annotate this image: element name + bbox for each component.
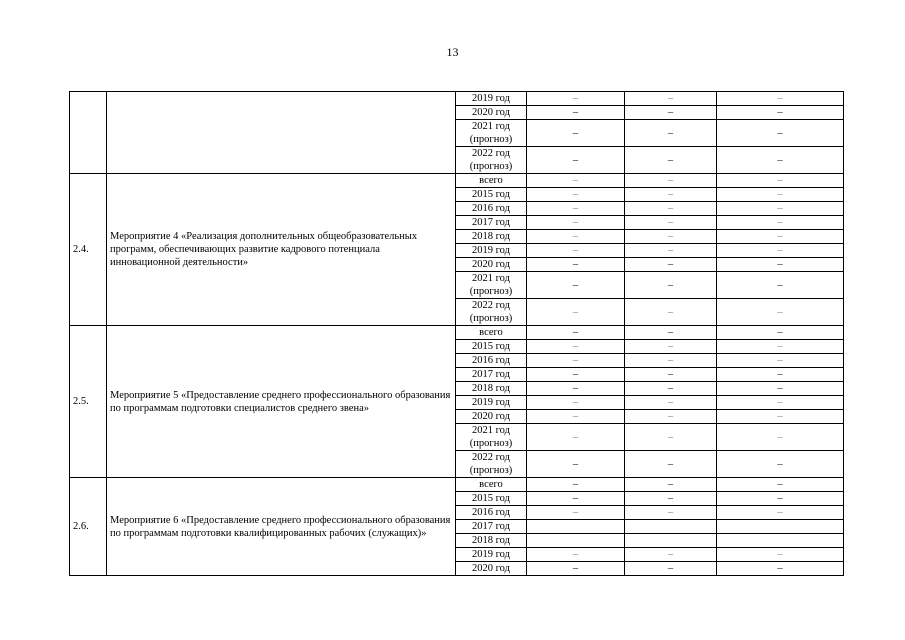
value-cell: – [717, 230, 844, 244]
value-cell [717, 520, 844, 534]
year-cell: всего [456, 174, 527, 188]
value-cell: – [527, 299, 625, 326]
value-cell: – [717, 382, 844, 396]
table-row [70, 174, 844, 188]
value-cell: – [717, 492, 844, 506]
year-cell: 2021 год (прогноз) [456, 272, 527, 299]
year-cell: 2020 год [456, 410, 527, 424]
value-cell [527, 520, 625, 534]
value-cell: – [717, 202, 844, 216]
value-cell: – [717, 299, 844, 326]
year-cell: 2020 год [456, 258, 527, 272]
value-cell: – [717, 147, 844, 174]
funding-table [69, 91, 844, 576]
value-cell: – [527, 120, 625, 147]
value-cell: – [717, 410, 844, 424]
value-cell: – [625, 120, 717, 147]
value-cell: – [717, 506, 844, 520]
year-cell: 2020 год [456, 106, 527, 120]
year-cell: 2019 год [456, 92, 527, 106]
value-cell: – [527, 326, 625, 340]
year-cell: 2020 год [456, 562, 527, 576]
value-cell: – [625, 272, 717, 299]
year-cell: 2021 год (прогноз) [456, 424, 527, 451]
year-cell: 2015 год [456, 188, 527, 202]
section-number [70, 92, 107, 174]
value-cell: – [625, 451, 717, 478]
value-cell: – [625, 354, 717, 368]
value-cell: – [625, 410, 717, 424]
value-cell: – [527, 244, 625, 258]
year-cell: 2017 год [456, 216, 527, 230]
year-cell: 2017 год [456, 520, 527, 534]
value-cell: – [717, 396, 844, 410]
table-row [70, 478, 844, 492]
value-cell: – [527, 92, 625, 106]
value-cell: – [527, 478, 625, 492]
year-cell: 2019 год [456, 548, 527, 562]
year-cell: 2022 год (прогноз) [456, 299, 527, 326]
year-cell: всего [456, 478, 527, 492]
value-cell: – [527, 548, 625, 562]
value-cell: – [625, 147, 717, 174]
value-cell: – [717, 106, 844, 120]
value-cell [717, 534, 844, 548]
value-cell [625, 534, 717, 548]
value-cell: – [717, 120, 844, 147]
value-cell: – [527, 216, 625, 230]
value-cell: – [625, 299, 717, 326]
value-cell: – [625, 478, 717, 492]
value-cell: – [527, 230, 625, 244]
value-cell: – [527, 424, 625, 451]
year-cell: 2022 год (прогноз) [456, 451, 527, 478]
year-cell: 2022 год (прогноз) [456, 147, 527, 174]
value-cell: – [527, 368, 625, 382]
value-cell: – [717, 258, 844, 272]
value-cell: – [717, 354, 844, 368]
value-cell: – [625, 244, 717, 258]
year-cell: 2018 год [456, 382, 527, 396]
value-cell: – [527, 492, 625, 506]
section-number: 2.5. [70, 326, 107, 478]
value-cell: – [625, 424, 717, 451]
value-cell: – [717, 562, 844, 576]
value-cell: – [717, 424, 844, 451]
value-cell: – [527, 354, 625, 368]
year-cell: 2016 год [456, 354, 527, 368]
value-cell: – [527, 147, 625, 174]
value-cell: – [527, 272, 625, 299]
year-cell: 2016 год [456, 506, 527, 520]
value-cell: – [625, 216, 717, 230]
value-cell: – [717, 244, 844, 258]
value-cell: – [717, 478, 844, 492]
value-cell: – [625, 326, 717, 340]
value-cell: – [717, 216, 844, 230]
section-name: Мероприятие 6 «Предоставление среднего профессионального образования по программам подготовки квалифицированных рабочих (служащих)» [107, 478, 456, 576]
year-cell: 2016 год [456, 202, 527, 216]
value-cell: – [717, 548, 844, 562]
value-cell: – [527, 562, 625, 576]
year-cell: 2018 год [456, 230, 527, 244]
value-cell: – [625, 92, 717, 106]
value-cell: – [527, 451, 625, 478]
value-cell: – [625, 340, 717, 354]
year-cell: 2019 год [456, 396, 527, 410]
value-cell: – [527, 188, 625, 202]
value-cell: – [625, 230, 717, 244]
year-cell: 2018 год [456, 534, 527, 548]
section-name [107, 92, 456, 174]
section-number: 2.4. [70, 174, 107, 326]
section-name: Мероприятие 5 «Предоставление среднего профессионального образования по программам подготовки специалистов среднего звена» [107, 326, 456, 478]
value-cell: – [717, 368, 844, 382]
table-body [70, 92, 844, 576]
value-cell: – [527, 174, 625, 188]
value-cell: – [527, 202, 625, 216]
value-cell: – [527, 340, 625, 354]
value-cell: – [625, 174, 717, 188]
value-cell: – [625, 202, 717, 216]
year-cell: 2015 год [456, 340, 527, 354]
value-cell: – [527, 258, 625, 272]
value-cell: – [625, 382, 717, 396]
value-cell: – [625, 396, 717, 410]
value-cell: – [625, 562, 717, 576]
value-cell [527, 534, 625, 548]
value-cell: – [625, 258, 717, 272]
value-cell: – [625, 492, 717, 506]
year-cell: 2021 год (прогноз) [456, 120, 527, 147]
value-cell [625, 520, 717, 534]
table-row [70, 92, 844, 106]
year-cell: 2019 год [456, 244, 527, 258]
value-cell: – [717, 451, 844, 478]
value-cell: – [527, 382, 625, 396]
value-cell: – [527, 506, 625, 520]
year-cell: 2015 год [456, 492, 527, 506]
value-cell: – [717, 188, 844, 202]
value-cell: – [717, 92, 844, 106]
value-cell: – [527, 106, 625, 120]
value-cell: – [717, 174, 844, 188]
value-cell: – [717, 272, 844, 299]
value-cell: – [625, 506, 717, 520]
value-cell: – [625, 548, 717, 562]
value-cell: – [625, 188, 717, 202]
value-cell: – [625, 106, 717, 120]
year-cell: всего [456, 326, 527, 340]
section-number: 2.6. [70, 478, 107, 576]
section-name: Мероприятие 4 «Реализация дополнительных общеобразовательных программ, обеспечивающих развитие кадрового потенциала инновационной деятельности» [107, 174, 456, 326]
value-cell: – [527, 396, 625, 410]
value-cell: – [625, 368, 717, 382]
value-cell: – [717, 326, 844, 340]
table-row [70, 326, 844, 340]
year-cell: 2017 год [456, 368, 527, 382]
page-number: 13 [446, 45, 459, 59]
value-cell: – [717, 340, 844, 354]
value-cell: – [527, 410, 625, 424]
